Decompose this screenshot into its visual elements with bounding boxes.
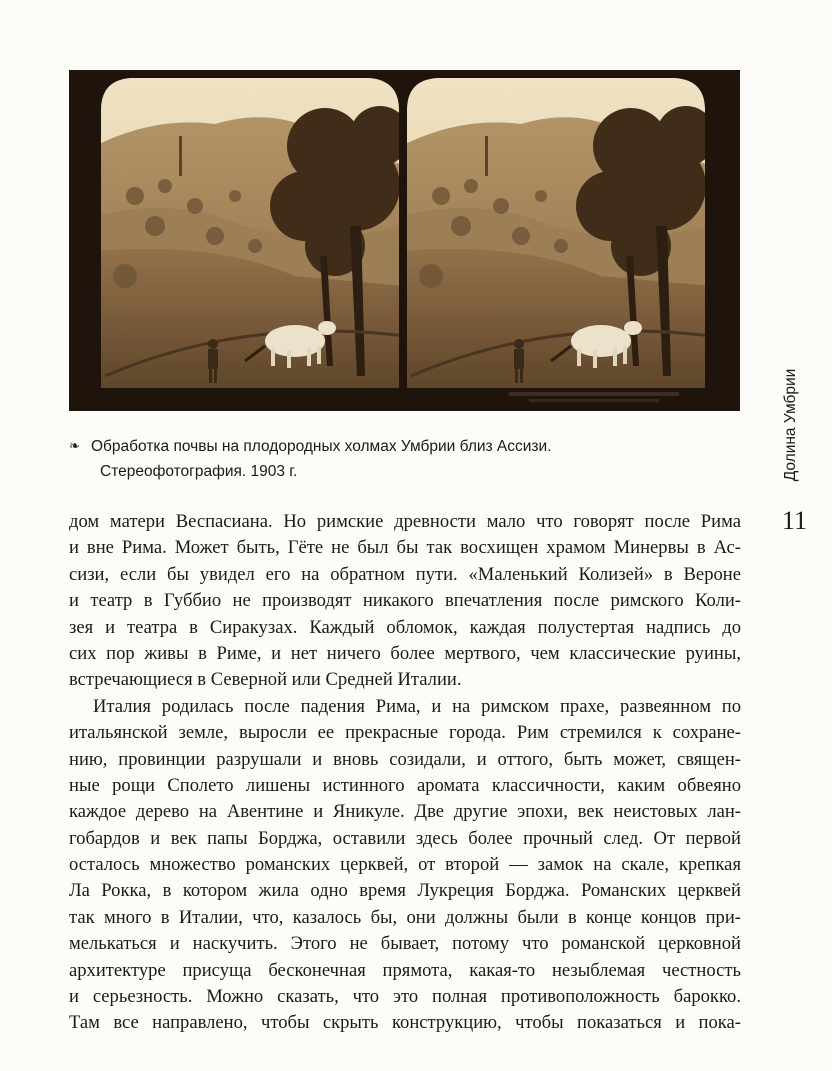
page-number: 11 <box>782 506 808 535</box>
running-title <box>771 350 811 500</box>
text-line: Там все направлено, чтобы скрыть конструкцию, чтобы показаться и пока- <box>69 1012 741 1034</box>
text-line: и театр в Губбио не производят никакого впечатления после римского Коли- <box>69 590 741 612</box>
text-line: осталось множество романских церквей, от второй — замок на скале, крепкая <box>69 854 741 876</box>
paragraph <box>69 509 741 694</box>
stereo-photo-image <box>69 70 740 411</box>
text-line: Ла Рокка, в котором жила одно время Лукреция Борджа. Романских церквей <box>69 880 741 902</box>
text-line: каждое дерево на Авентине и Яникуле. Две другие эпохи, век неистовых лан- <box>69 801 741 823</box>
caption-line-1: Обработка почвы на плодородных холмах Умбрии близ Ассизи. <box>91 438 552 455</box>
section-title: Долина Умбрии <box>782 368 799 482</box>
text-line: мелькаться и наскучить. Этого не бывает, потому что романской церковной <box>69 933 741 955</box>
caption-line-2: Стереофотография. 1903 г. <box>100 463 298 480</box>
right-stereo-frame <box>401 76 716 396</box>
fleuron-icon: ❧ <box>69 438 80 453</box>
text-line: архитектуре присуща бесконечная прямота, какая-то незыблемая честность <box>69 959 741 981</box>
text-line: Италия родилась после падения Рима, и на римском прахе, развеянном по <box>93 695 741 717</box>
body-text <box>69 509 741 1037</box>
text-line: так много в Италии, что, казалось бы, они должны были в конце концов при- <box>69 906 741 928</box>
figure-caption <box>69 433 719 484</box>
text-line: нию, провинции разрушали и вновь созидали, и оттого, быть может, священ- <box>69 748 741 770</box>
left-stereo-frame <box>95 76 410 396</box>
text-line: зея и театра в Сиракузах. Каждый обломок, каждая полустертая надпись до <box>69 616 741 638</box>
text-line: и серьезность. Можно сказать, что это полная противоположность барокко. <box>69 986 741 1008</box>
text-line: итальянской земле, выросли ее прекрасные города. Рим стремился к сохране- <box>69 722 741 744</box>
text-line: встречающиеся в Северной или Средней Италии. <box>69 669 462 691</box>
text-line: ные рощи Сполето лишены истинного аромата классичности, каким обвеяно <box>69 774 741 796</box>
text-line: дом матери Веспасиана. Но римские древности мало что говорят после Рима <box>69 511 741 532</box>
paragraph <box>69 694 741 1037</box>
stereo-photograph <box>69 70 740 411</box>
text-line: гобардов и век папы Борджа, оставили здесь более прочный след. От первой <box>69 827 741 849</box>
text-line: сих пор живы в Риме, и нет ничего более мертвого, чем классические руины, <box>69 642 741 664</box>
text-line: и вне Рима. Может быть, Гёте не был бы так восхищен храмом Минервы в Ас- <box>69 537 741 559</box>
text-line: сизи, если бы увидел его на обратном пути. «Маленький Колизей» в Вероне <box>69 563 741 585</box>
